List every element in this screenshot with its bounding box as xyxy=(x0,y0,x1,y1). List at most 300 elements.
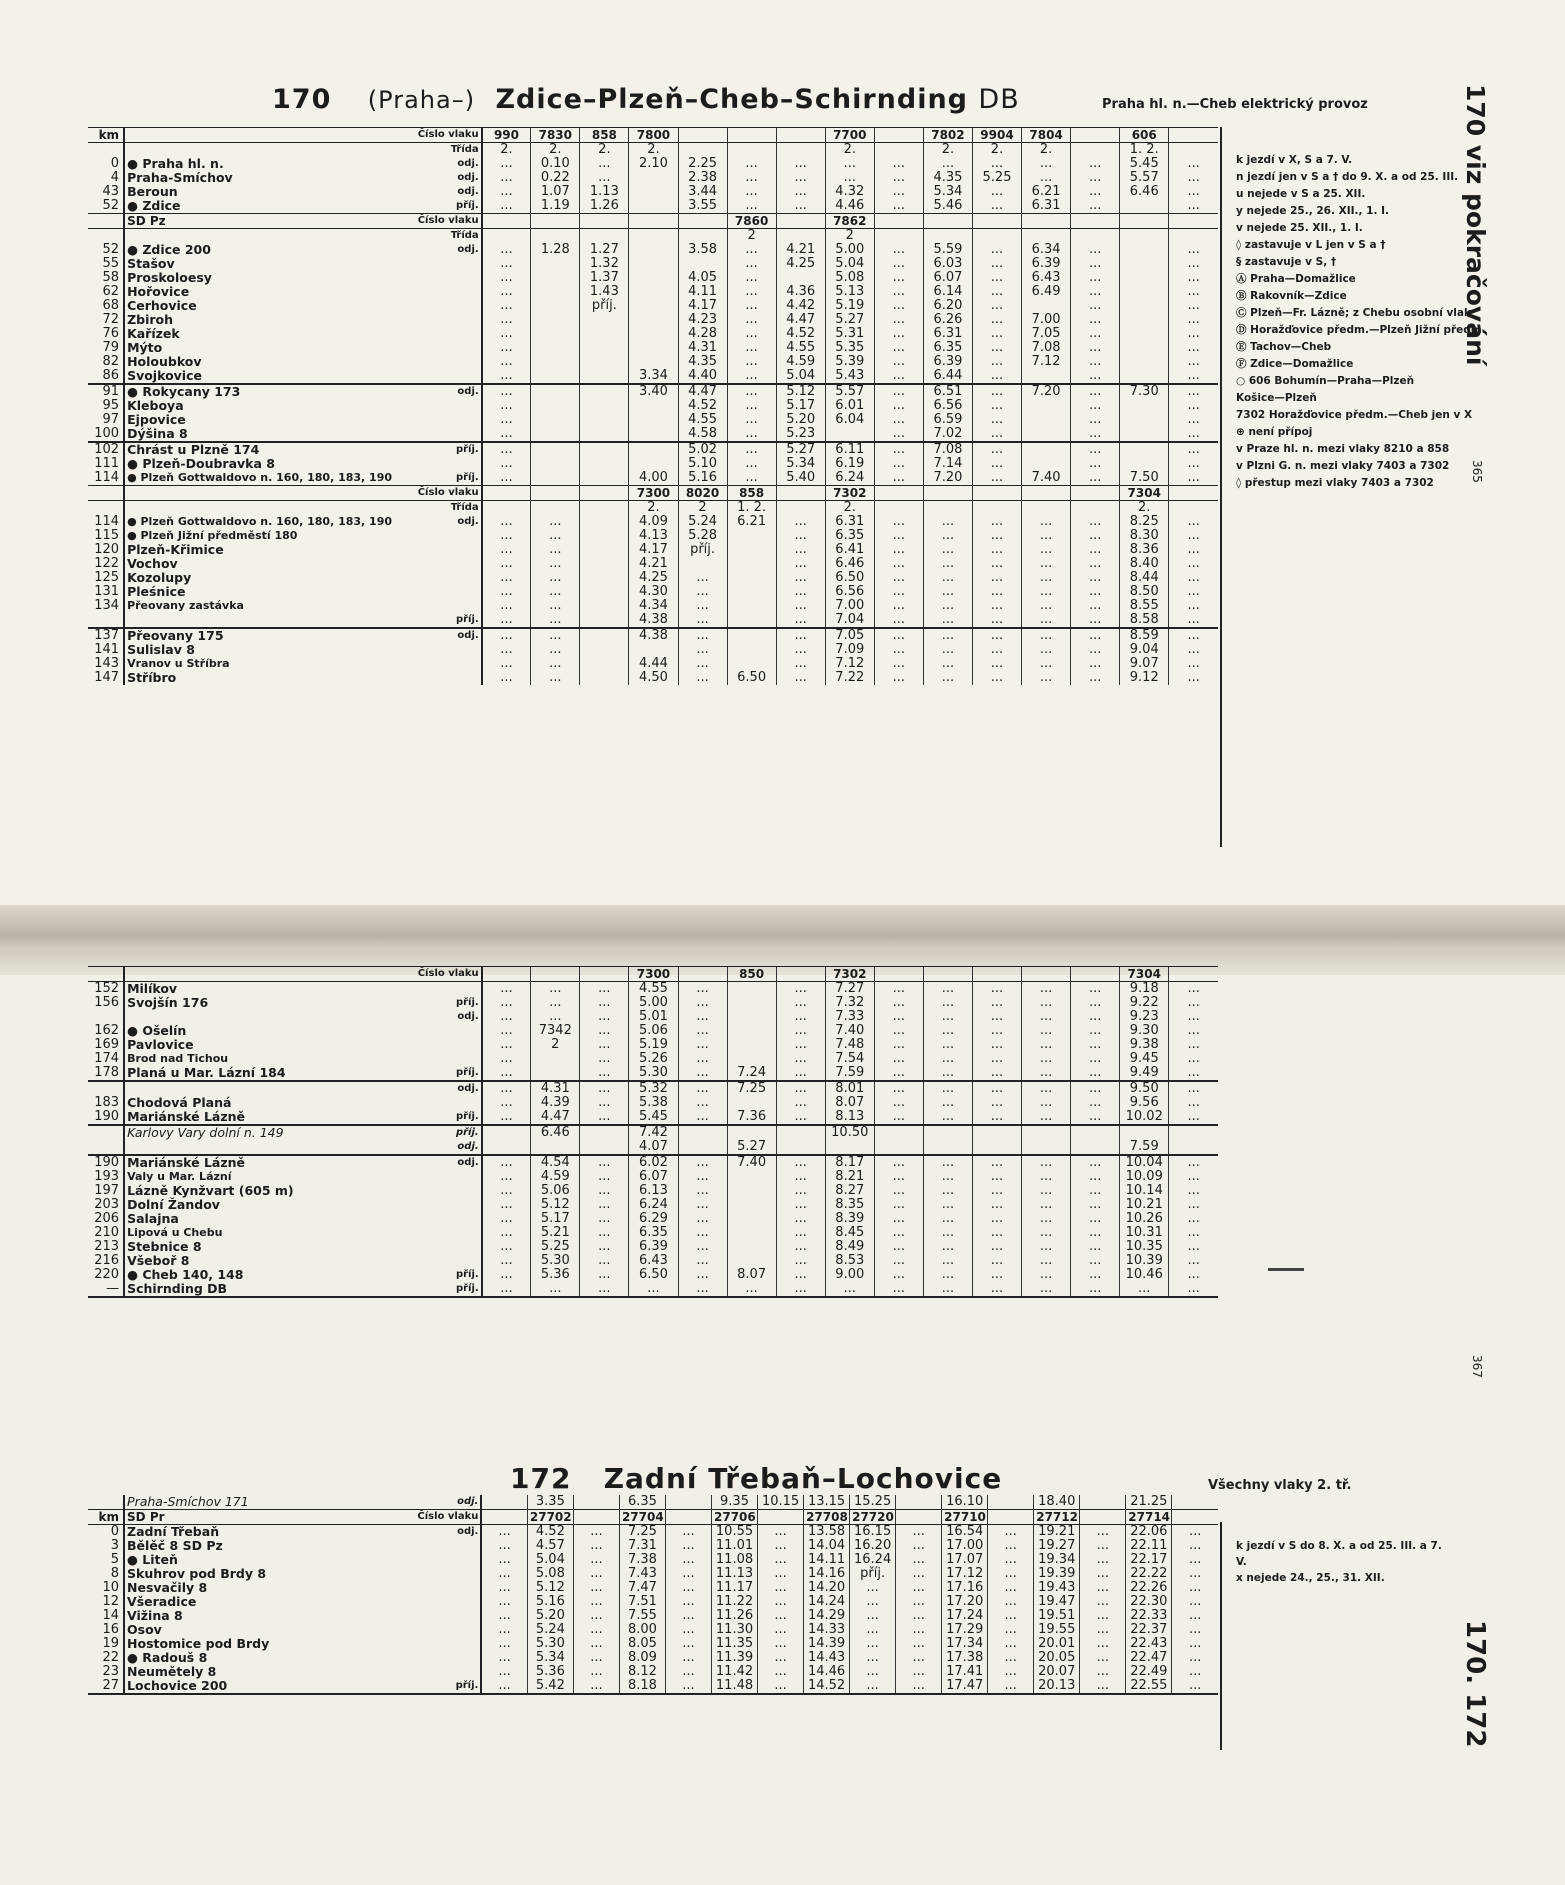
time-cell: ... xyxy=(988,1525,1034,1540)
station-cell xyxy=(124,1226,482,1240)
km-value: 216 xyxy=(88,1254,124,1268)
station-row xyxy=(88,1184,1218,1198)
km-value: 95 xyxy=(88,399,124,413)
time-cell xyxy=(629,299,678,313)
time-cell: ... xyxy=(923,657,972,671)
station-name: ● Rokycany 173 xyxy=(127,384,241,399)
time-cell: ... xyxy=(874,585,923,599)
time-cell: ... xyxy=(874,157,923,171)
time-cell xyxy=(874,1125,923,1140)
km-value: 197 xyxy=(88,1184,124,1198)
station-cell xyxy=(124,1539,481,1553)
time-cell: 5.34 xyxy=(923,185,972,199)
train-class xyxy=(531,229,580,244)
time-cell xyxy=(678,257,727,271)
time-cell xyxy=(1120,199,1169,214)
time-cell: ... xyxy=(972,285,1021,299)
time-cell: 17.16 xyxy=(942,1581,988,1595)
arr-dep-label: odj. xyxy=(457,172,479,183)
train-number: 27720 xyxy=(850,1510,896,1525)
time-cell: ... xyxy=(1172,1679,1218,1694)
time-cell: ... xyxy=(923,585,972,599)
time-cell: ... xyxy=(988,1595,1034,1609)
time-cell: ... xyxy=(727,299,776,313)
time-cell: 7.33 xyxy=(825,1010,874,1024)
arr-dep-label: příj. xyxy=(455,997,479,1008)
time-cell: 5.30 xyxy=(531,1254,580,1268)
time-cell: ... xyxy=(874,515,923,529)
km-value: 120 xyxy=(88,543,124,557)
time-cell: ... xyxy=(1169,1212,1218,1226)
station-row xyxy=(88,442,1218,457)
km-value xyxy=(88,613,124,628)
time-cell: ... xyxy=(874,1184,923,1198)
time-cell xyxy=(1172,1495,1218,1510)
km-value: 14 xyxy=(88,1609,124,1623)
time-cell: 8.13 xyxy=(825,1110,874,1125)
time-cell xyxy=(531,457,580,471)
time-cell: ... xyxy=(874,327,923,341)
time-cell: ... xyxy=(580,996,629,1010)
station-cell xyxy=(124,1553,481,1567)
train-number-caption: Číslo vlaku xyxy=(417,215,479,226)
time-cell: 5.13 xyxy=(825,285,874,299)
time-cell xyxy=(580,457,629,471)
time-cell: ... xyxy=(972,657,1021,671)
footnote: Ⓕ Zdice—Domažlice xyxy=(1236,358,1354,370)
time-cell: ... xyxy=(874,1282,923,1297)
time-cell: 6.31 xyxy=(825,515,874,529)
station-row xyxy=(88,599,1218,613)
time-cell: 5.59 xyxy=(923,243,972,257)
time-cell xyxy=(531,399,580,413)
time-cell xyxy=(727,571,776,585)
time-cell: ... xyxy=(1022,1052,1071,1066)
train-number xyxy=(1080,1510,1126,1525)
time-cell: ... xyxy=(482,628,531,643)
time-cell: 7.25 xyxy=(619,1525,665,1540)
arr-dep-label: příj. xyxy=(455,1127,479,1138)
footnote: x nejede 24., 25., 31. XII. xyxy=(1236,1572,1385,1584)
km-header xyxy=(88,967,124,982)
time-cell: ... xyxy=(972,257,1021,271)
time-cell: ... xyxy=(972,355,1021,369)
time-cell: ... xyxy=(678,599,727,613)
time-cell: ... xyxy=(923,1038,972,1052)
km-value: 82 xyxy=(88,355,124,369)
time-cell: 5.19 xyxy=(825,299,874,313)
station-cell xyxy=(124,1581,481,1595)
train-number xyxy=(1120,214,1169,229)
time-cell: ... xyxy=(776,1081,825,1096)
time-cell: 5.39 xyxy=(825,355,874,369)
train-class xyxy=(923,501,972,516)
time-cell: ... xyxy=(776,671,825,685)
time-cell: 5.36 xyxy=(527,1665,573,1679)
time-cell: ... xyxy=(874,643,923,657)
time-cell: ... xyxy=(1169,1184,1218,1198)
time-cell: ... xyxy=(874,299,923,313)
time-cell: ... xyxy=(1022,1170,1071,1184)
train-number-caption: Číslo vlaku xyxy=(417,1511,479,1522)
time-cell: ... xyxy=(923,1254,972,1268)
time-cell: 8.30 xyxy=(1120,529,1169,543)
train-number xyxy=(1169,486,1218,501)
time-cell: ... xyxy=(1071,1081,1120,1096)
time-cell: ... xyxy=(988,1637,1034,1651)
time-cell: ... xyxy=(874,1081,923,1096)
timetable-172 xyxy=(88,1495,1218,1695)
station-name: Stříbro xyxy=(127,670,177,685)
time-cell: 4.25 xyxy=(776,257,825,271)
time-cell: 17.00 xyxy=(942,1539,988,1553)
time-cell: ... xyxy=(1022,1038,1071,1052)
time-cell: ... xyxy=(758,1679,804,1694)
time-cell: ... xyxy=(874,1110,923,1125)
book-spine xyxy=(0,905,1565,975)
station-row xyxy=(88,427,1218,442)
time-cell: 7.20 xyxy=(923,471,972,486)
time-cell xyxy=(825,427,874,442)
train-number xyxy=(1071,214,1120,229)
time-cell: 4.57 xyxy=(527,1539,573,1553)
time-cell: ... xyxy=(1022,1024,1071,1038)
km-value: 62 xyxy=(88,285,124,299)
station-cell xyxy=(124,399,482,413)
time-cell: ... xyxy=(923,571,972,585)
time-cell: 16.10 xyxy=(942,1495,988,1510)
train-number xyxy=(573,1510,619,1525)
time-cell xyxy=(580,543,629,557)
time-cell: ... xyxy=(678,1198,727,1212)
station-name: ● Plzeň Gottwaldovo n. 160, 180, 183, 190 xyxy=(127,515,393,528)
time-cell xyxy=(727,557,776,571)
time-cell: 6.50 xyxy=(727,671,776,685)
station-cell xyxy=(124,299,482,313)
train-number xyxy=(972,967,1021,982)
time-cell: ... xyxy=(482,199,531,214)
time-cell: ... xyxy=(727,171,776,185)
time-cell: ... xyxy=(531,671,580,685)
time-cell: 4.47 xyxy=(678,384,727,399)
time-cell: 10.50 xyxy=(825,1125,874,1140)
time-cell: ... xyxy=(972,1024,1021,1038)
time-cell xyxy=(580,571,629,585)
train-number: 7304 xyxy=(1120,486,1169,501)
time-cell: ... xyxy=(481,1595,527,1609)
station-cell xyxy=(124,327,482,341)
station-name: Lipová u Chebu xyxy=(127,1226,223,1239)
time-cell: 4.39 xyxy=(531,1096,580,1110)
time-cell: ... xyxy=(1071,1096,1120,1110)
time-cell xyxy=(727,543,776,557)
time-cell: 4.58 xyxy=(678,427,727,442)
train-number xyxy=(727,128,776,143)
time-cell: ... xyxy=(665,1581,711,1595)
time-cell: ... xyxy=(896,1581,942,1595)
time-cell xyxy=(1120,457,1169,471)
km-value xyxy=(88,1140,124,1155)
station-row xyxy=(88,1052,1218,1066)
train-number-label xyxy=(124,967,482,982)
station-row xyxy=(88,657,1218,671)
train-class: 2. xyxy=(531,143,580,158)
time-cell: 20.05 xyxy=(1034,1651,1080,1665)
time-cell: ... xyxy=(678,996,727,1010)
station-cell xyxy=(124,1212,482,1226)
time-cell: 4.44 xyxy=(629,657,678,671)
train-class xyxy=(482,501,531,516)
time-cell: ... xyxy=(972,1010,1021,1024)
station-name: Karlovy Vary dolní n. 149 xyxy=(127,1125,284,1140)
time-cell: ... xyxy=(1172,1567,1218,1581)
km-value: 213 xyxy=(88,1240,124,1254)
time-cell: 7.31 xyxy=(619,1539,665,1553)
train-class xyxy=(1071,501,1120,516)
station-cell xyxy=(124,671,482,685)
time-cell: 3.44 xyxy=(678,185,727,199)
station-cell xyxy=(124,355,482,369)
time-cell: ... xyxy=(727,243,776,257)
time-cell: 10.21 xyxy=(1120,1198,1169,1212)
train-number: 27708 xyxy=(804,1510,850,1525)
time-cell: 6.31 xyxy=(923,327,972,341)
time-cell xyxy=(1120,257,1169,271)
time-cell: ... xyxy=(923,982,972,997)
time-cell: 5.45 xyxy=(1120,157,1169,171)
time-cell: ... xyxy=(678,585,727,599)
connection-row xyxy=(88,1495,1218,1510)
station-row xyxy=(88,355,1218,369)
time-cell: ... xyxy=(1169,313,1218,327)
time-cell: ... xyxy=(874,657,923,671)
time-cell xyxy=(580,599,629,613)
time-cell xyxy=(727,996,776,1010)
time-cell: ... xyxy=(1071,442,1120,457)
train-number-label xyxy=(124,1510,481,1525)
time-cell: 2.10 xyxy=(629,157,678,171)
time-cell: 7.25 xyxy=(727,1081,776,1096)
time-cell: ... xyxy=(481,1539,527,1553)
time-cell: 5.43 xyxy=(825,369,874,384)
station-cell xyxy=(124,171,482,185)
time-cell: ... xyxy=(923,543,972,557)
time-cell: ... xyxy=(776,571,825,585)
time-cell: ... xyxy=(678,657,727,671)
time-cell: 4.05 xyxy=(678,271,727,285)
time-cell: ... xyxy=(481,1525,527,1540)
time-cell: ... xyxy=(972,157,1021,171)
station-cell xyxy=(124,185,482,199)
time-cell: ... xyxy=(1071,369,1120,384)
time-cell: 14.11 xyxy=(804,1553,850,1567)
time-cell: ... xyxy=(531,982,580,997)
train-class: 1. 2. xyxy=(727,501,776,516)
time-cell: ... xyxy=(972,271,1021,285)
time-cell: ... xyxy=(758,1595,804,1609)
time-cell xyxy=(629,643,678,657)
time-cell xyxy=(629,427,678,442)
time-cell xyxy=(727,585,776,599)
time-cell: ... xyxy=(1169,1155,1218,1170)
station-cell xyxy=(124,271,482,285)
time-cell: ... xyxy=(665,1525,711,1540)
station-row xyxy=(88,457,1218,471)
km-value: 193 xyxy=(88,1170,124,1184)
time-cell: ... xyxy=(776,185,825,199)
time-cell: ... xyxy=(678,1066,727,1081)
time-cell: 7.20 xyxy=(1022,384,1071,399)
time-cell xyxy=(727,1010,776,1024)
station-cell xyxy=(124,1609,481,1623)
time-cell: 22.22 xyxy=(1126,1567,1172,1581)
time-cell: ... xyxy=(1169,285,1218,299)
time-cell: ... xyxy=(531,613,580,628)
time-cell xyxy=(1120,427,1169,442)
time-cell xyxy=(629,327,678,341)
train-class xyxy=(1022,229,1071,244)
time-cell: 4.55 xyxy=(776,341,825,355)
time-cell: ... xyxy=(1172,1609,1218,1623)
time-cell: ... xyxy=(1071,585,1120,599)
station-cell xyxy=(124,599,482,613)
time-cell: 4.00 xyxy=(629,471,678,486)
time-cell: ... xyxy=(1169,243,1218,257)
train-class xyxy=(531,501,580,516)
station-row xyxy=(88,1240,1218,1254)
time-cell: ... xyxy=(573,1595,619,1609)
train-number xyxy=(1071,128,1120,143)
time-cell: ... xyxy=(1071,1254,1120,1268)
time-cell: ... xyxy=(972,313,1021,327)
km-cell xyxy=(88,143,124,158)
km-value: 131 xyxy=(88,585,124,599)
time-cell: ... xyxy=(850,1665,896,1679)
station-row xyxy=(88,1096,1218,1110)
km-value: 97 xyxy=(88,413,124,427)
time-cell: ... xyxy=(580,1226,629,1240)
station-name: Brod nad Tichou xyxy=(127,1052,229,1065)
km-value: 114 xyxy=(88,471,124,486)
time-cell: 4.21 xyxy=(776,243,825,257)
time-cell xyxy=(580,671,629,685)
time-cell: ... xyxy=(1169,1096,1218,1110)
time-cell: 7.22 xyxy=(825,671,874,685)
km-value: 147 xyxy=(88,671,124,685)
time-cell: 17.24 xyxy=(942,1609,988,1623)
time-cell: 5.16 xyxy=(678,471,727,486)
time-cell: ... xyxy=(531,599,580,613)
time-cell: ... xyxy=(1169,557,1218,571)
time-cell: 5.04 xyxy=(527,1553,573,1567)
time-cell: 5.21 xyxy=(531,1226,580,1240)
km-cell xyxy=(88,501,124,516)
time-cell xyxy=(727,599,776,613)
time-cell: 6.56 xyxy=(923,399,972,413)
time-cell: 5.17 xyxy=(776,399,825,413)
time-cell: ... xyxy=(1022,1184,1071,1198)
km-value: 55 xyxy=(88,257,124,271)
time-cell: 4.47 xyxy=(531,1110,580,1125)
time-cell: ... xyxy=(776,1198,825,1212)
station-row xyxy=(88,1553,1218,1567)
time-cell: ... xyxy=(1169,1081,1218,1096)
time-cell: 4.42 xyxy=(776,299,825,313)
station-row xyxy=(88,982,1218,997)
train-class xyxy=(727,143,776,158)
time-cell xyxy=(531,413,580,427)
station-cell xyxy=(124,1081,482,1096)
time-cell: 22.26 xyxy=(1126,1581,1172,1595)
km-value: 5 xyxy=(88,1553,124,1567)
time-cell: ... xyxy=(758,1623,804,1637)
time-cell xyxy=(1120,299,1169,313)
time-cell: ... xyxy=(573,1539,619,1553)
time-cell: ... xyxy=(923,529,972,543)
train-number xyxy=(1022,486,1071,501)
station-cell xyxy=(124,571,482,585)
station-name: Všeradice xyxy=(127,1594,197,1609)
time-cell: 8.50 xyxy=(1120,585,1169,599)
footnote: Košice—Plzeň xyxy=(1236,392,1317,404)
station-name: Zbiroh xyxy=(127,312,174,327)
station-cell xyxy=(124,1096,482,1110)
time-cell: 5.23 xyxy=(776,427,825,442)
train-number xyxy=(923,967,972,982)
time-cell: 8.35 xyxy=(825,1198,874,1212)
time-cell: ... xyxy=(482,399,531,413)
time-cell: 4.52 xyxy=(678,399,727,413)
time-cell: 10.26 xyxy=(1120,1212,1169,1226)
time-cell: 21.25 xyxy=(1126,1495,1172,1510)
time-cell: 10.39 xyxy=(1120,1254,1169,1268)
time-cell: ... xyxy=(531,657,580,671)
time-cell xyxy=(580,399,629,413)
arr-dep-label: odj. xyxy=(457,186,479,197)
time-cell: 10.09 xyxy=(1120,1170,1169,1184)
time-cell: 4.13 xyxy=(629,529,678,543)
time-cell: ... xyxy=(482,384,531,399)
arr-dep-label: příj. xyxy=(455,614,479,625)
time-cell: ... xyxy=(1169,571,1218,585)
time-cell xyxy=(1071,1125,1120,1140)
time-cell: ... xyxy=(678,1081,727,1096)
time-cell: ... xyxy=(874,1170,923,1184)
time-cell: ... xyxy=(972,413,1021,427)
time-cell: ... xyxy=(972,585,1021,599)
timetable-section-1 xyxy=(88,127,1218,685)
time-cell: ... xyxy=(776,599,825,613)
arr-dep-label: příj. xyxy=(455,200,479,211)
train-number xyxy=(481,1510,527,1525)
time-cell: ... xyxy=(1080,1539,1126,1553)
train-number: 990 xyxy=(482,128,531,143)
time-cell: 5.27 xyxy=(776,442,825,457)
time-cell: ... xyxy=(972,643,1021,657)
time-cell xyxy=(1120,285,1169,299)
time-cell: ... xyxy=(580,982,629,997)
station-name: Dýšina 8 xyxy=(127,426,188,441)
time-cell: 11.30 xyxy=(712,1623,758,1637)
time-cell: ... xyxy=(896,1637,942,1651)
station-name: Vochov xyxy=(127,556,178,571)
time-cell: 6.26 xyxy=(923,313,972,327)
time-cell: 9.07 xyxy=(1120,657,1169,671)
time-cell: ... xyxy=(776,996,825,1010)
time-cell: ... xyxy=(481,1679,527,1694)
footnote: u nejede v S a 25. XII. xyxy=(1236,188,1366,200)
train-number xyxy=(1169,214,1218,229)
